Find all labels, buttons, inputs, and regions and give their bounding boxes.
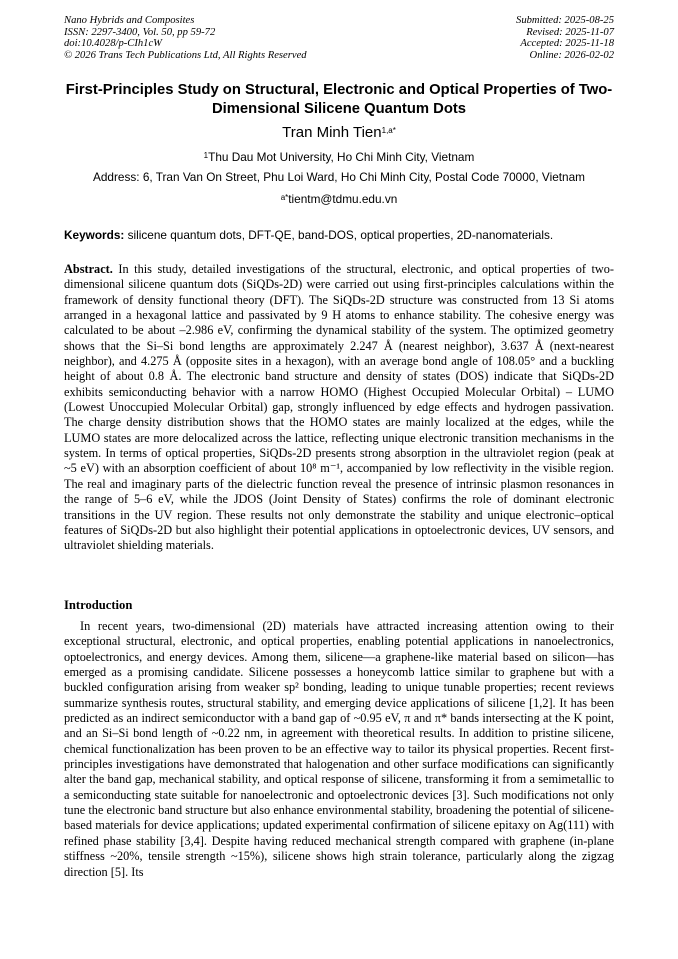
- keywords: [64, 228, 624, 243]
- affiliation-name: Thu Dau Mot University, Ho Chi Minh City, Vietnam: [208, 150, 475, 164]
- author-superscript: 1,a*: [381, 126, 396, 135]
- keywords-text: silicene quantum dots, DFT-QE, band-DOS, optical properties, 2D-nanomaterials.: [127, 228, 554, 242]
- submitted-date: Submitted: 2025-08-25: [516, 15, 614, 26]
- introduction-heading: Introduction: [64, 598, 133, 612]
- email-superscript: a*: [280, 193, 289, 202]
- doi: doi:10.4028/p-CIh1cW: [64, 38, 162, 50]
- abstract: [64, 262, 614, 554]
- journal-name: Nano Hybrids and Composites: [64, 15, 195, 26]
- issn-volume: ISSN: 2297-3400, Vol. 50, pp 59-72: [64, 26, 216, 38]
- affiliation: [0, 150, 678, 165]
- email-line: [0, 192, 678, 207]
- author-line: [0, 124, 678, 142]
- abstract-label: Abstract.: [64, 262, 113, 276]
- accepted-date: Accepted: 2025-11-18: [520, 38, 614, 50]
- introduction-paragraph: In recent years, two-dimensional (2D) materials have attracted increasing attention owing to their exceptional structural, electronic, and optical properties, enabling potential applications in nanoelectronics, optoelectronics, and energy devices. Among them, silicene—a graphene-like material based on silicon—has emerged as a promising candidate. Silicene possesses a honeycomb lattice similar to graphene but with a buckled configuration arising from weaker sp² bonding, leading to unique tunable properties; recent reviews summarize synthesis routes, structural stability, and emerging device applications of silicene [1,2]. It has been predicted as an indirect semiconductor with a band gap of ~0.95 eV, π and π* bands intersecting at the K point, and an Si–Si bond length of ~0.22 nm, in agreement with theoretical results. In addition to pristine silicene, chemical functionalization has been proven to be an effective way to tailor its physical properties. Recent first-principles investigations have demonstrated that halogenation and other surface modifications can significantly alter the band gap, mechanical stability, and optical response of silicene, transforming it from a semimetallic to a semiconducting state suitable for nanoelectronic and optoelectronic devices [3]. Such modifications not only tune the electronic band structure but also enhance environmental stability, broadening the potential of silicene-based materials for device applications; updated experimental confirmation of silicene epitaxy on Ag(111) with refined phase stability [3,4]. Despite having reduced mechanical strength compared with graphene (in-plane stiffness ~20%, tensile strength ~15%), silicene shows high strain tolerance, particularly along the zigzag direction [5]. Its: [64, 619, 614, 879]
- affiliation-superscript: 1: [203, 151, 209, 160]
- journal-info: [64, 15, 307, 61]
- postal-address: Address: 6, Tran Van On Street, Phu Loi Ward, Ho Chi Minh City, Postal Code 70000, Vietnam: [92, 170, 585, 184]
- author-name: Tran Minh Tien: [282, 124, 382, 141]
- paper-title: First-Principles Study on Structural, Electronic and Optical Properties of Two-Dimensional Silicene Quantum Dots: [65, 82, 613, 117]
- author-email: tientm@tdmu.edu.vn: [288, 192, 398, 206]
- online-date: Online: 2026-02-02: [529, 49, 614, 61]
- keywords-label: Keywords:: [64, 228, 125, 242]
- abstract-text: In this study, detailed investigations of the structural, electronic, and optical properties of two-dimensional silicene quantum dots (SiQDs-2D) were carried out using first-principles calculations within the framework of density functional theory (DFT). The SiQDs-2D structure was constructed from 13 Si atoms arranged in a hexagonal lattice and passivated by 9 H atoms to enhance stability. The cohesive energy was calculated to be about –2.986 eV, confirming the dynamical stability of the system. The optimized geometry shows that the Si–Si bond lengths are approximately 2.247 Å (nearest neighbor), 3.637 Å (next-nearest neighbor), and 4.275 Å (opposite sites in a hexagon), with an average bond angle of 108.05° and a buckling height of about 0.8 Å. The electronic band structure and density of states (DOS) indicate that SiQDs-2D exhibits semiconducting behavior with a narrow HOMO (Highest Occupied Molecular Orbital) – LUMO (Lowest Unoccupied Molecular Orbital) gap, strongly influenced by edge effects and hydrogen passivation. The charge density distribution shows that the HOMO states are mainly localized at the edges, while the LUMO states are more delocalized across the lattice, reflecting unique electronic transition mechanisms in the system. In terms of optical properties, SiQDs-2D presents strong absorption in the ultraviolet region (peak at ~5 eV) with an absorption coefficient of about 10⁸ m⁻¹, accompanied by low reflectivity in the visible region. The real and imaginary parts of the dielectric function reveal the presence of intrinsic plasmon resonances in the range of 5–6 eV, while the JDOS (Joint Density of States) confirms the role of dominant electronic transitions in the UV region. These results not only demonstrate the stability and unique electronic–optical features of SiQDs-2D but also highlight their potential applications in optoelectronic devices, UV sensors, and ultraviolet shielding materials.: [64, 262, 615, 553]
- copyright: © 2026 Trans Tech Publications Ltd, All Rights Reserved: [64, 49, 307, 61]
- revised-date: Revised: 2025-11-07: [526, 26, 614, 38]
- publication-dates: [516, 15, 614, 61]
